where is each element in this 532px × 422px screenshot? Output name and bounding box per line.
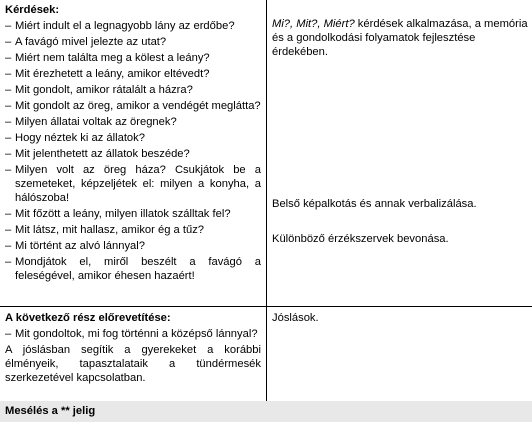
prediction-paragraph: A jóslásban segítik a gyerekeket a korábbi élményeik, tapasztalataik a tündérmesék szerkezetével kapcsolatban.	[5, 344, 261, 384]
list-item: – Mi történt az alvó lánnyal?	[5, 240, 145, 252]
list-item: – Miért indult el a legnagyobb lány az erdőbe?	[5, 20, 235, 32]
list-item: – Hogy néztek ki az állatok?	[5, 132, 145, 144]
prediction-heading: A következő rész előrevetítése:	[5, 312, 171, 324]
list-item: – Mit gondoltok, mi fog történni a középső lánnyal?	[5, 328, 258, 340]
notes-visualization: Belső képalkotás és annak verbalizálása.	[272, 198, 477, 210]
questions-list	[5, 19, 261, 283]
list-item: – Mit jelenthetett az állatok beszéde?	[5, 148, 190, 160]
list-item: – Mit főzött a leány, milyen illatok szálltak fel?	[5, 208, 231, 220]
list-item: – Mit gondolt, amikor rátalált a házra?	[5, 84, 193, 96]
list-item: – A favágó mivel jelezte az utat?	[5, 36, 167, 48]
notes-senses: Különböző érzékszervek bevonása.	[272, 233, 449, 245]
purpose-text: kérdések alkalmazása, a memória és a gondolkodási folyamatok fejlesztése érdekében.	[272, 18, 528, 58]
list-item: – Mit látsz, mit hallasz, amikor ég a tűz?	[5, 224, 205, 236]
list-item: – Mit gondolt az öreg, amikor a vendégét meglátta?	[5, 100, 261, 112]
storytelling-row	[0, 401, 532, 422]
prediction-note: Jóslások.	[272, 312, 319, 324]
notes-purpose	[272, 17, 530, 59]
row-divider	[0, 306, 532, 307]
question-words: Mi?, Mit?, Miért?	[272, 18, 355, 30]
questions-cell	[5, 3, 261, 285]
list-item: – Mondjátok el, miről beszélt a favágó a feleségével, amikor éhesen hazaért!	[5, 256, 261, 282]
column-divider	[266, 0, 267, 401]
list-item: – Mit érezhetett a leány, amikor eltévedt?	[5, 68, 210, 80]
list-item: – Miért nem találta meg a kölest a leány?	[5, 52, 210, 64]
list-item: – Milyen volt az öreg háza? Csukjátok be a szemeteket, képzeljétek el: milyen a konyha, a hálószoba!	[5, 164, 261, 204]
questions-heading: Kérdések:	[5, 4, 60, 16]
prediction-list	[5, 327, 261, 341]
prediction-cell	[5, 311, 261, 385]
list-item: – Milyen állatai voltak az öregnek?	[5, 116, 177, 128]
storytelling-label: Mesélés a ** jelig	[5, 405, 96, 417]
